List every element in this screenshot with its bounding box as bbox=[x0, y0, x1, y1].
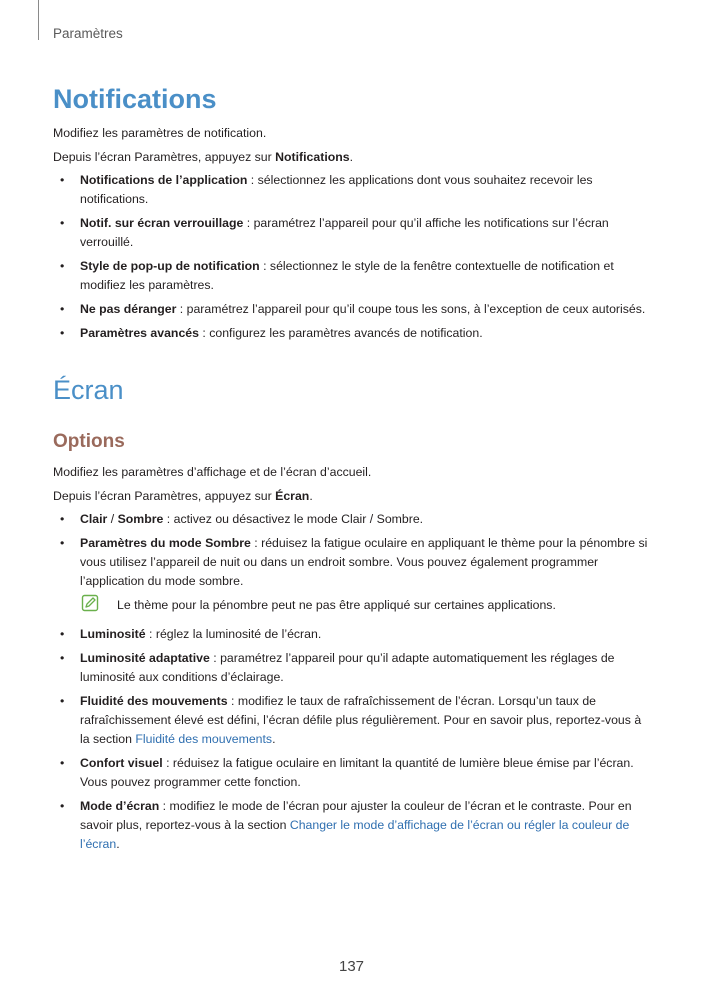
list-item: • Notifications de l’application : sélectionnez les applications dont vous souhaitez recevoir les notifications. bbox=[60, 173, 593, 206]
note bbox=[53, 596, 653, 615]
link-fluidite[interactable]: Fluidité des mouvements bbox=[135, 732, 273, 746]
list-item: • Paramètres du mode Sombre : réduisez la fatigue oculaire en appliquant le thème pour la pénombre si vous utilisez l’appareil de nuit ou dans un endroit sombre. Vous pouvez également programmer l’application du mode sombre. bbox=[60, 536, 648, 588]
list-item: • Confort visuel : réduisez la fatigue oculaire en limitant la quantité de lumière bleue émise par l’écran. Vous pouvez programmer cette fonction. bbox=[60, 756, 634, 789]
screen-path: Depuis l’écran Paramètres, appuyez sur Écran. bbox=[53, 489, 313, 503]
list-item: • Mode d’écran : modifiez le mode de l’écran pour ajuster la couleur de l’écran et le contraste. Pour en savoir plus, reportez-vous à la section Changer le mode d’affichage de l’écran ou régler la couleur de l’écran. bbox=[60, 799, 632, 851]
list-item: • Luminosité : réglez la luminosité de l’écran. bbox=[60, 627, 322, 641]
screen-list bbox=[53, 510, 653, 591]
notifications-list bbox=[53, 171, 653, 343]
note-text: Le thème pour la pénombre peut ne pas être appliqué sur certaines applications. bbox=[117, 598, 556, 612]
list-item: • Style de pop-up de notification : sélectionnez le style de la fenêtre contextuelle de notification et modifiez les paramètres. bbox=[60, 259, 614, 292]
link-mode-ecran[interactable]: Changer le mode d’affichage de l’écran ou régler la couleur de l’écran bbox=[80, 818, 630, 851]
note-pencil-icon bbox=[81, 594, 99, 612]
list-item: • Fluidité des mouvements : modifiez le taux de rafraîchissement de l’écran. Lorsqu’un taux de rafraîchissement élevé est défini, l’écran défile plus régulièrement. Pour en savoir plus, reportez-vous à la section Fluidité des mouvements. bbox=[60, 694, 642, 746]
notifications-path: Depuis l’écran Paramètres, appuyez sur Notifications. bbox=[53, 150, 354, 164]
screen-list-2 bbox=[53, 625, 653, 854]
list-item: • Ne pas déranger : paramétrez l’appareil pour qu’il coupe tous les sons, à l’exception de ceux autorisés. bbox=[60, 302, 646, 316]
page-number: 137 bbox=[338, 958, 365, 975]
list-item: • Luminosité adaptative : paramétrez l’appareil pour qu’il adapte automatiquement les réglages de luminosité aux conditions d’éclairage. bbox=[60, 651, 615, 684]
notifications-intro: Modifiez les paramètres de notification. bbox=[53, 126, 267, 140]
options-subtitle: Options bbox=[53, 431, 125, 452]
list-item: • Clair / Sombre : activez ou désactivez le mode Clair / Sombre. bbox=[60, 512, 424, 526]
screen-title: Écran bbox=[53, 375, 124, 405]
header-rule bbox=[38, 0, 39, 40]
notifications-title: Notifications bbox=[53, 84, 217, 114]
list-item: • Paramètres avancés : configurez les paramètres avancés de notification. bbox=[60, 326, 483, 340]
page-header: Paramètres bbox=[53, 26, 123, 41]
list-item: • Notif. sur écran verrouillage : paramétrez l’appareil pour qu’il affiche les notifications sur l’écran verrouillé. bbox=[60, 216, 609, 249]
main-content bbox=[53, 82, 653, 859]
screen-intro: Modifiez les paramètres d’affichage et de l’écran d’accueil. bbox=[53, 465, 372, 479]
